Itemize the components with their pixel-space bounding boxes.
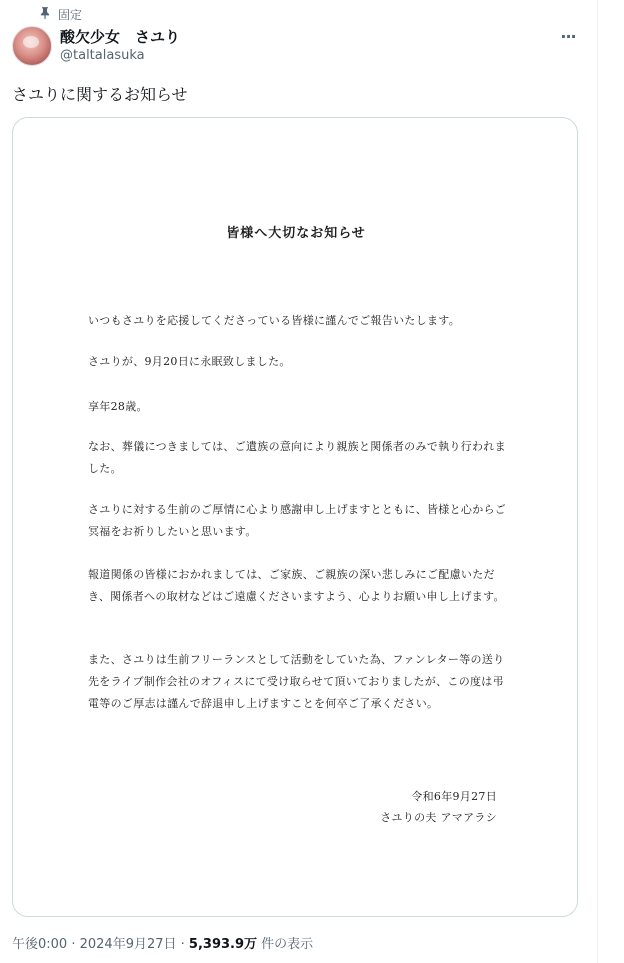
notice-paragraph: さユりが、9月20日に永眠致しました。 [88, 355, 291, 368]
notice-date: 令和6年9月27日 [411, 790, 497, 803]
notice-paragraph: 報道関係の皆様におかれましては、ご家族、ご親族の深い悲しみにご配慮いただき、関係者への取材などはご遠慮くださいますよう、心よりお願い申し上げます。 [88, 568, 505, 603]
avatar-highlight [23, 36, 39, 48]
view-count-suffix: 件の表示 [257, 937, 314, 952]
more-icon: ··· [560, 26, 576, 46]
pin-icon [38, 6, 52, 23]
author-display-name[interactable]: 酸欠少女 さユり [60, 28, 181, 46]
tweet-time[interactable]: 午後0:00 [12, 937, 68, 952]
meta-separator: · [176, 937, 189, 952]
tweet-date[interactable]: 2024年9月27日 [79, 937, 177, 952]
notice-paragraph: なお、葬儀につきましては、ご遺族の意向により親族と関係者のみで執り行われました。 [88, 440, 506, 475]
view-count[interactable]: 5,393.9万 [188, 937, 258, 952]
tweet-image[interactable] [12, 117, 578, 917]
tweet-text: さユりに関するお知らせ [12, 85, 188, 104]
tweet-metadata [12, 933, 313, 952]
pinned-label: 固定 [58, 7, 83, 22]
more-options-button[interactable] [556, 26, 580, 46]
pinned-indicator [38, 6, 82, 22]
notice-paragraph: さユりに対する生前のご厚情に心より感謝申し上げますとともに、皆様と心からご冥福をお祈りしたいと思います。 [88, 503, 507, 538]
notice-paragraph: 享年28歳。 [88, 400, 148, 413]
notice-title: 皆様へ大切なお知らせ [226, 226, 366, 241]
notice-paragraph: また、さユりは生前フリーランスとして活動をしていた為、ファンレター等の送り先をライブ制作会社のオフィスにて受け取らせて頂いておりましたが、この度は弔電等のご厚志は謹んで辞退申し上げますことを何卒ご了承ください。 [88, 653, 505, 710]
notice-paragraph: いつもさユりを応援してくださっている皆様に謹んでご報告いたします。 [88, 314, 461, 327]
column-divider [597, 0, 598, 963]
avatar[interactable] [12, 26, 52, 66]
notice-signature: さユりの夫 アマアラシ [380, 811, 497, 824]
author-handle[interactable]: @taltalasuka [60, 48, 145, 63]
meta-separator: · [67, 937, 80, 952]
